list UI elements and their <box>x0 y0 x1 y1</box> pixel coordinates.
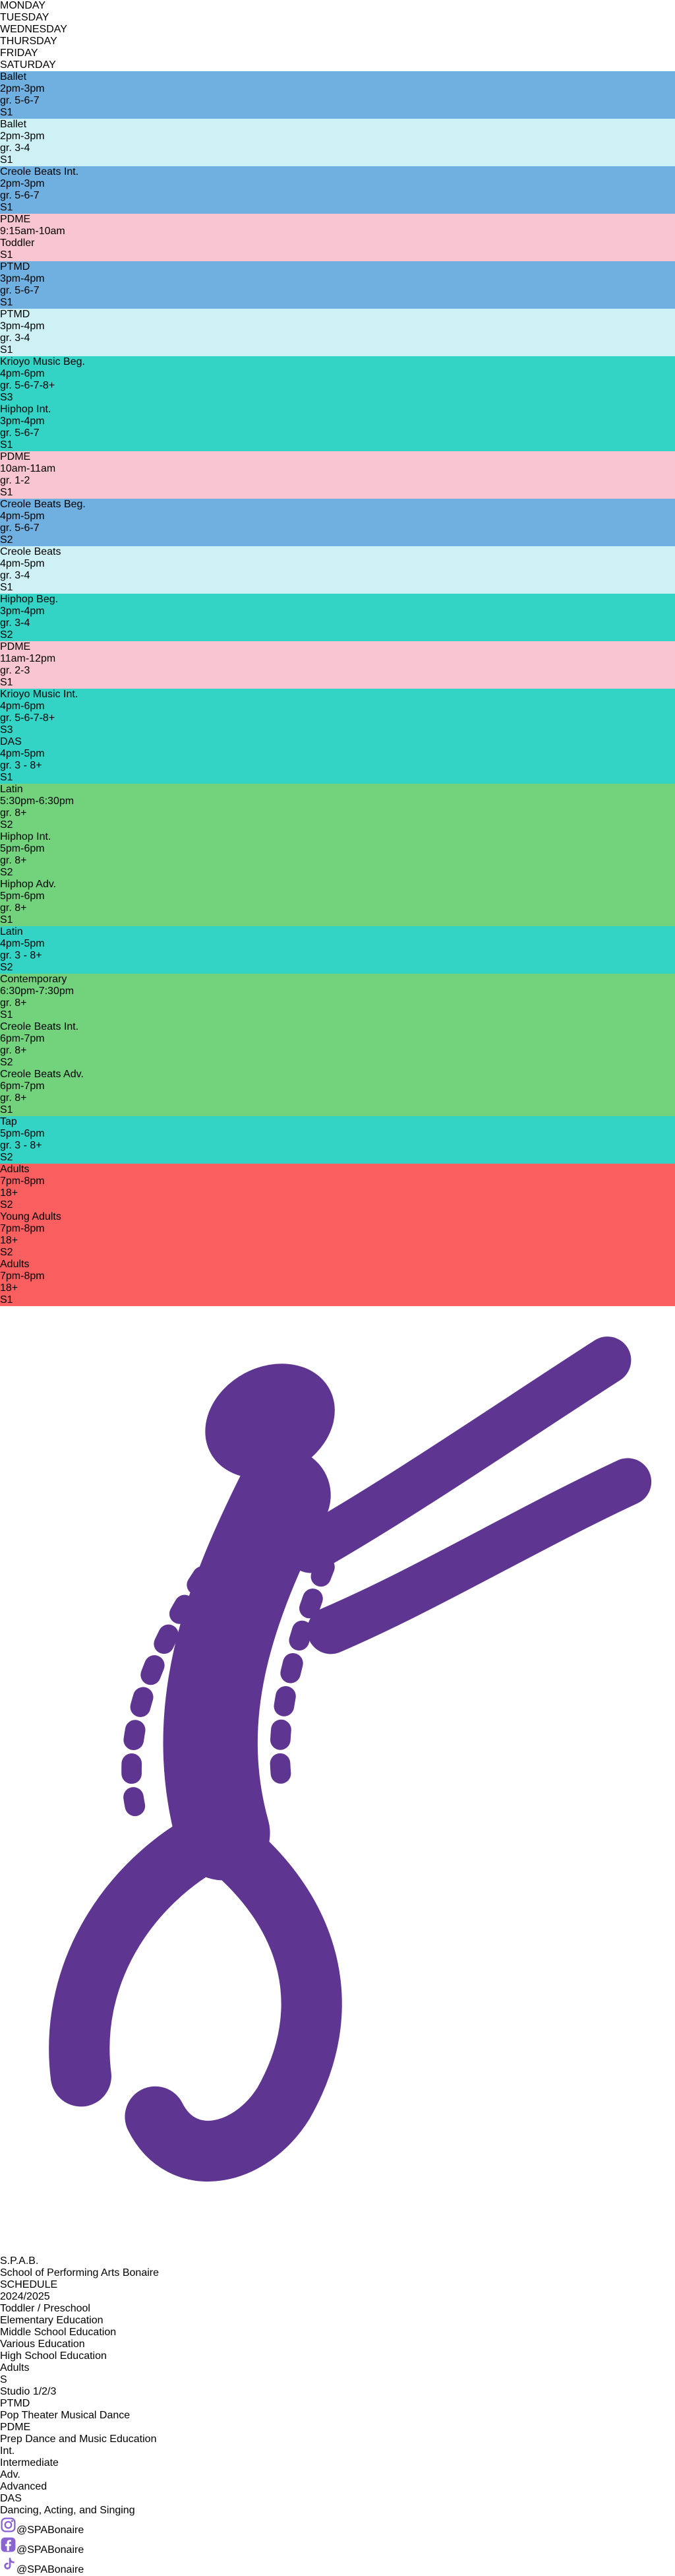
abbreviation-row <box>0 2469 675 2493</box>
class-cell-krioyo-music-beg- <box>0 356 675 404</box>
social-links <box>0 2517 675 2576</box>
cell-name: Hiphop Beg. <box>0 594 59 605</box>
cell-name: Creole Beats Adv. <box>0 1069 84 1080</box>
title-year: 2024/2025 <box>0 2290 50 2302</box>
cell-group: gr. 8+ <box>0 1092 27 1104</box>
day-header-thursday: THURSDAY <box>0 36 57 47</box>
legend-item-high_school <box>0 2350 675 2362</box>
day-header-tuesday: TUESDAY <box>0 12 49 23</box>
social-row-instagram <box>0 2517 675 2536</box>
cell-group: gr. 5-6-7 <box>0 522 40 534</box>
cell-studio: S1 <box>0 677 13 688</box>
cell-name: Latin <box>0 784 23 795</box>
cell-time: 6pm-7pm <box>0 1033 45 1044</box>
cell-group: gr. 3 - 8+ <box>0 760 42 771</box>
cell-time: 5pm-6pm <box>0 1128 45 1139</box>
cell-group: gr. 8+ <box>0 807 27 819</box>
cell-time: 4pm-5pm <box>0 511 45 522</box>
class-cell-adults <box>0 1259 675 1306</box>
abbr-meaning: Dancing, Acting, and Singing <box>0 2504 135 2516</box>
cell-group: 18+ <box>0 1187 18 1199</box>
legend-item-studio <box>0 2374 675 2398</box>
instagram-icon <box>0 2525 16 2536</box>
cell-time: 2pm-3pm <box>0 178 45 189</box>
legend-label: Middle School Education <box>0 2326 117 2338</box>
class-cell-ballet <box>0 119 675 166</box>
page-title <box>0 2279 675 2303</box>
legend-item-middle_school <box>0 2327 675 2339</box>
abbreviation-row <box>0 2398 675 2422</box>
cell-time: 2pm-3pm <box>0 83 45 94</box>
cell-studio: S2 <box>0 1247 13 1258</box>
class-cell-hiphop-int- <box>0 404 675 451</box>
cell-studio: S2 <box>0 1152 13 1163</box>
social-row-facebook <box>0 2536 675 2556</box>
cell-time: 10am-11am <box>0 463 56 474</box>
cell-time: 4pm-5pm <box>0 558 45 569</box>
cell-studio: S1 <box>0 487 13 498</box>
cell-time: 3pm-4pm <box>0 416 45 427</box>
cell-time: 5:30pm-6:30pm <box>0 796 74 807</box>
day-header-row <box>0 0 675 71</box>
day-header-monday: MONDAY <box>0 0 46 11</box>
cell-studio: S1 <box>0 1009 13 1021</box>
cell-group: gr. 2-3 <box>0 665 30 676</box>
cell-group: gr. 5-6-7-8+ <box>0 380 55 391</box>
abbreviation-row <box>0 2422 675 2445</box>
cell-time: 4pm-5pm <box>0 748 45 759</box>
cell-studio: S1 <box>0 202 13 213</box>
cell-time: 9:15am-10am <box>0 226 65 237</box>
tiktok-icon <box>0 2564 16 2575</box>
cell-name: PDME <box>0 451 31 462</box>
legend-label: Elementary Education <box>0 2314 103 2326</box>
class-cell-ptmd <box>0 309 675 356</box>
cell-name: DAS <box>0 736 22 747</box>
cell-name: PTMD <box>0 261 30 272</box>
studio-swatch: S <box>0 2373 7 2385</box>
cell-group: gr. 5-6-7 <box>0 95 40 106</box>
cell-time: 3pm-4pm <box>0 321 45 332</box>
cell-group: gr. 8+ <box>0 997 27 1009</box>
cell-group: Toddler <box>0 237 35 249</box>
class-cell-das <box>0 736 675 784</box>
cell-studio: S2 <box>0 534 13 546</box>
cell-studio: S1 <box>0 344 13 356</box>
legend-label: Various Education <box>0 2338 85 2350</box>
cell-name: Krioyo Music Int. <box>0 689 78 700</box>
class-cell-hiphop-int- <box>0 831 675 879</box>
legend-label: High School Education <box>0 2350 107 2362</box>
abbreviation-row <box>0 2493 675 2517</box>
cell-studio: S2 <box>0 1199 13 1210</box>
abbr-meaning: Prep Dance and Music Education <box>0 2433 157 2445</box>
class-cell-ptmd <box>0 261 675 309</box>
cell-name: Ballet <box>0 119 27 130</box>
abbr-meaning: Pop Theater Musical Dance <box>0 2409 131 2421</box>
cell-time: 7pm-8pm <box>0 1223 45 1234</box>
cell-time: 3pm-4pm <box>0 273 45 284</box>
cell-name: Young Adults <box>0 1211 61 1222</box>
class-cell-young-adults <box>0 1211 675 1259</box>
class-cell-krioyo-music-int- <box>0 689 675 736</box>
class-cell-pdme <box>0 451 675 499</box>
facebook-icon <box>0 2544 16 2556</box>
legend-item-various <box>0 2339 675 2350</box>
class-cell-pdme <box>0 214 675 261</box>
legend-item-adults <box>0 2362 675 2374</box>
cell-group: gr. 5-6-7-8+ <box>0 712 55 724</box>
cell-group: 18+ <box>0 1235 18 1246</box>
cell-name: Ballet <box>0 71 27 82</box>
cell-studio: S1 <box>0 154 13 166</box>
cell-name: Tap <box>0 1116 17 1127</box>
class-cell-creole-beats-adv- <box>0 1069 675 1116</box>
cell-group: 18+ <box>0 1282 18 1294</box>
legend-item-toddler <box>0 2303 675 2315</box>
cell-time: 2pm-3pm <box>0 131 45 142</box>
cell-time: 6pm-7pm <box>0 1081 45 1092</box>
abbr-key: Int. <box>0 2445 15 2457</box>
legend <box>0 2303 675 2374</box>
cell-time: 3pm-4pm <box>0 606 45 617</box>
cell-studio: S1 <box>0 249 13 261</box>
cell-name: Contemporary <box>0 974 67 985</box>
class-cell-hiphop-beg- <box>0 594 675 641</box>
studio-label: Studio 1/2/3 <box>0 2385 57 2397</box>
social-row-tiktok <box>0 2556 675 2576</box>
cell-studio: S1 <box>0 1294 13 1305</box>
cell-name: Hiphop Int. <box>0 831 51 842</box>
social-handle: @SPABonaire <box>16 2524 84 2536</box>
school-acronym: S.P.A.B. <box>0 2255 39 2267</box>
abbr-key: PTMD <box>0 2397 30 2409</box>
cell-studio: S2 <box>0 1057 13 1068</box>
cell-group: gr. 3-4 <box>0 142 30 154</box>
cell-studio: S1 <box>0 772 13 783</box>
cell-studio: S1 <box>0 582 13 593</box>
cell-name: Adults <box>0 1259 30 1270</box>
abbreviation-row <box>0 2445 675 2469</box>
class-cell-latin <box>0 784 675 831</box>
cell-group: gr. 5-6-7 <box>0 285 40 296</box>
cell-studio: S1 <box>0 914 13 926</box>
day-header-wednesday: WEDNESDAY <box>0 24 67 35</box>
social-handle: @SPABonaire <box>16 2563 84 2575</box>
cell-group: gr. 3 - 8+ <box>0 1140 42 1151</box>
day-header-friday: FRIDAY <box>0 47 38 59</box>
cell-group: gr. 1-2 <box>0 475 30 486</box>
abbr-meaning: Intermediate <box>0 2457 59 2468</box>
cell-time: 4pm-6pm <box>0 701 45 712</box>
cell-group: gr. 8+ <box>0 855 27 866</box>
cell-time: 11am-12pm <box>0 653 56 664</box>
day-header-saturday: SATURDAY <box>0 59 56 71</box>
abbr-key: DAS <box>0 2492 22 2504</box>
cell-studio: S3 <box>0 724 13 736</box>
cell-name: Hiphop Int. <box>0 404 51 415</box>
class-cell-tap <box>0 1116 675 1164</box>
abbr-meaning: Advanced <box>0 2480 47 2492</box>
cell-name: Adults <box>0 1164 30 1175</box>
legend-label: Toddler / Preschool <box>0 2302 90 2314</box>
class-cell-ballet <box>0 71 675 119</box>
class-cell-hiphop-adv- <box>0 879 675 926</box>
class-cell-adults <box>0 1164 675 1211</box>
abbr-key: PDME <box>0 2421 31 2433</box>
cell-time: 5pm-6pm <box>0 891 45 902</box>
title-schedule: SCHEDULE <box>0 2278 58 2290</box>
cell-group: gr. 5-6-7 <box>0 427 40 439</box>
class-cell-pdme <box>0 641 675 689</box>
cell-name: Creole Beats Beg. <box>0 499 86 510</box>
cell-group: gr. 3-4 <box>0 617 30 629</box>
abbr-key: Adv. <box>0 2468 20 2480</box>
cell-studio: S3 <box>0 392 13 403</box>
class-cell-creole-beats-int- <box>0 166 675 214</box>
cell-group: gr. 3 - 8+ <box>0 950 42 961</box>
cell-group: gr. 5-6-7 <box>0 190 40 201</box>
cell-name: Creole Beats Int. <box>0 1021 79 1032</box>
cell-name: Creole Beats <box>0 546 61 557</box>
cell-group: gr. 8+ <box>0 902 27 914</box>
cell-studio: S1 <box>0 439 13 451</box>
cell-time: 7pm-8pm <box>0 1271 45 1282</box>
cell-name: Latin <box>0 926 23 937</box>
cell-group: gr. 3-4 <box>0 570 30 581</box>
class-cell-creole-beats-int- <box>0 1021 675 1069</box>
dancer-logo-icon <box>0 1306 675 2252</box>
legend-item-elementary <box>0 2315 675 2327</box>
legend-label: Adults <box>0 2362 30 2373</box>
social-handle: @SPABonaire <box>16 2544 84 2556</box>
cell-time: 4pm-5pm <box>0 938 45 949</box>
cell-studio: S1 <box>0 107 13 118</box>
cell-studio: S2 <box>0 962 13 973</box>
school-name: School of Performing Arts Bonaire <box>0 2267 160 2278</box>
cell-name: PDME <box>0 641 31 652</box>
cell-name: PDME <box>0 214 31 225</box>
class-cell-creole-beats <box>0 546 675 594</box>
cell-studio: S1 <box>0 297 13 308</box>
class-cell-latin <box>0 926 675 974</box>
class-cell-creole-beats-beg- <box>0 499 675 546</box>
cell-time: 7pm-8pm <box>0 1176 45 1187</box>
cell-time: 6:30pm-7:30pm <box>0 986 74 997</box>
schedule-grid <box>0 71 675 1306</box>
cell-time: 4pm-6pm <box>0 368 45 379</box>
cell-name: Hiphop Adv. <box>0 879 57 890</box>
cell-name: Creole Beats Int. <box>0 166 79 177</box>
class-cell-contemporary <box>0 974 675 1021</box>
cell-studio: S1 <box>0 1104 13 1115</box>
cell-studio: S2 <box>0 629 13 641</box>
cell-name: Krioyo Music Beg. <box>0 356 85 367</box>
cell-name: PTMD <box>0 309 30 320</box>
cell-group: gr. 3-4 <box>0 332 30 344</box>
cell-studio: S2 <box>0 867 13 878</box>
cell-group: gr. 8+ <box>0 1045 27 1056</box>
cell-studio: S2 <box>0 819 13 831</box>
cell-time: 5pm-6pm <box>0 843 45 854</box>
abbreviation-list <box>0 2398 675 2517</box>
